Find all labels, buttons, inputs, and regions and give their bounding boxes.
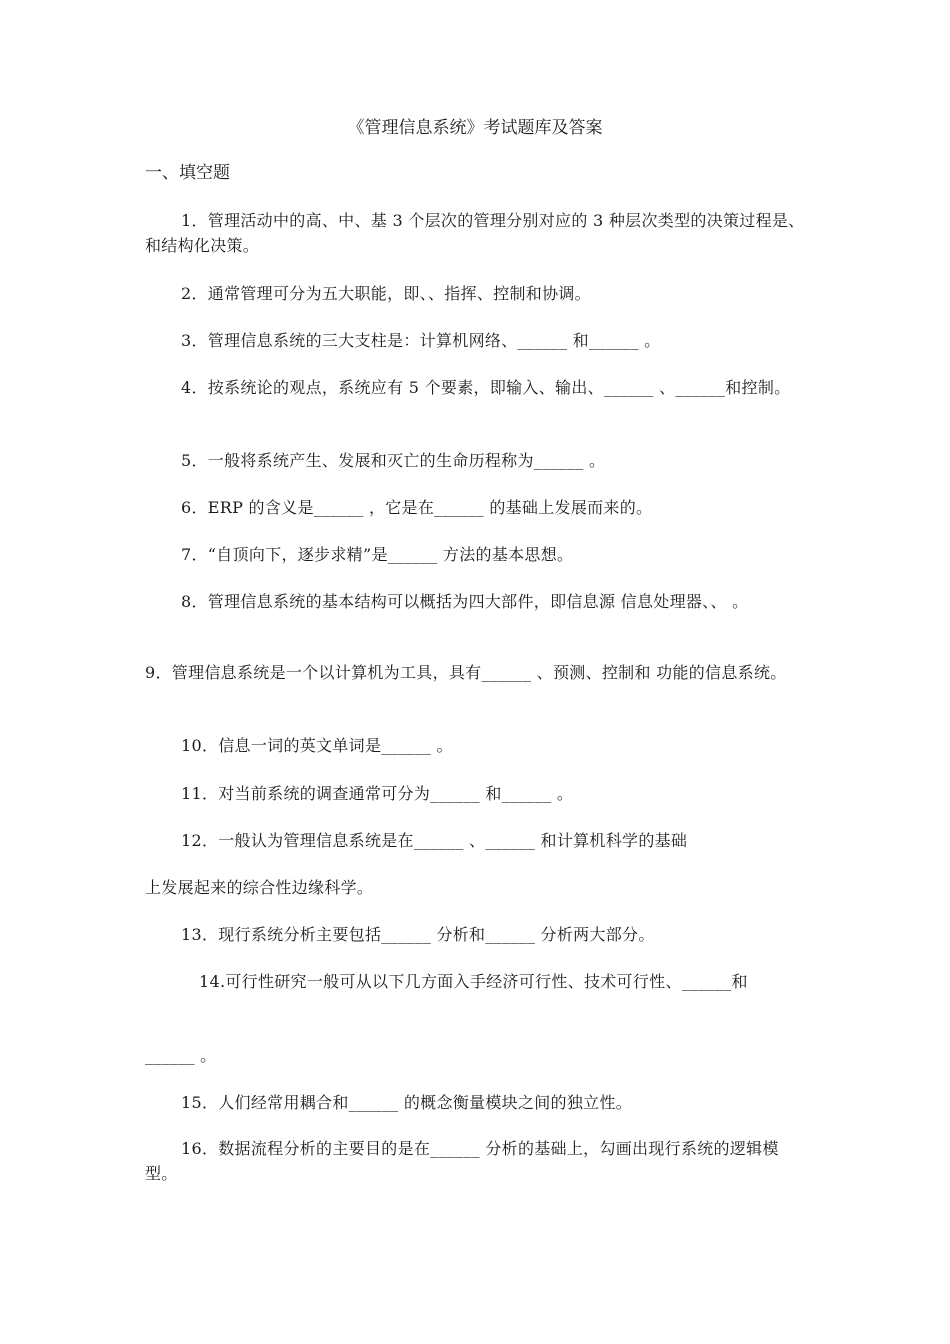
question-13: 13．现行系统分析主要包括______ 分析和______ 分析两大部分。 xyxy=(181,925,655,944)
question-15: 15．人们经常用耦合和______ 的概念衡量模块之间的独立性。 xyxy=(181,1093,633,1112)
question-14: 14.可行性研究一般可从以下几方面入手经济可行性、技术可行性、______和 xyxy=(199,972,748,991)
question-12: 12．一般认为管理信息系统是在______ 、______ 和计算机科学的基础 xyxy=(181,831,688,850)
question-10: 10．信息一词的英文单词是______ 。 xyxy=(181,736,453,755)
question-6: 6．ERP 的含义是______ ，它是在______ 的基础上发展而来的。 xyxy=(181,498,653,517)
question-7: 7．“自顶向下，逐步求精”是______ 方法的基本思想。 xyxy=(181,545,574,564)
question-1: 1．管理活动中的高、中、基 3 个层次的管理分别对应的 3 种层次类型的决策过程是、和结构化决策。 xyxy=(145,211,805,255)
question-9: 9．管理信息系统是一个以计算机为工具，具有______ 、预测、控制和 功能的信息系统。 xyxy=(145,663,787,682)
question-2: 2．通常管理可分为五大职能，即、、指挥、控制和协调。 xyxy=(181,284,591,303)
question-8: 8．管理信息系统的基本结构可以概括为四大部件，即信息源 信息处理器、、 。 xyxy=(181,592,749,611)
question-5: 5．一般将系统产生、发展和灭亡的生命历程称为______ 。 xyxy=(181,451,606,470)
section-heading: 一、填空题 xyxy=(145,163,230,183)
document-title: 《管理信息系统》考试题库及答案 xyxy=(347,118,603,138)
question-11: 11．对当前系统的调查通常可分为______ 和______ 。 xyxy=(181,784,574,803)
question-14-continuation: ______ 。 xyxy=(145,1046,217,1065)
question-16: 16．数据流程分析的主要目的是在______ 分析的基础上，勾画出现行系统的逻辑模型。 xyxy=(145,1139,779,1183)
question-3: 3．管理信息系统的三大支柱是：计算机网络、______ 和______ 。 xyxy=(181,331,661,350)
question-12-continuation: 上发展起来的综合性边缘科学。 xyxy=(145,878,374,897)
question-4: 4．按系统论的观点，系统应有 5 个要素，即输入、输出、______ 、______和控制。 xyxy=(181,378,791,397)
